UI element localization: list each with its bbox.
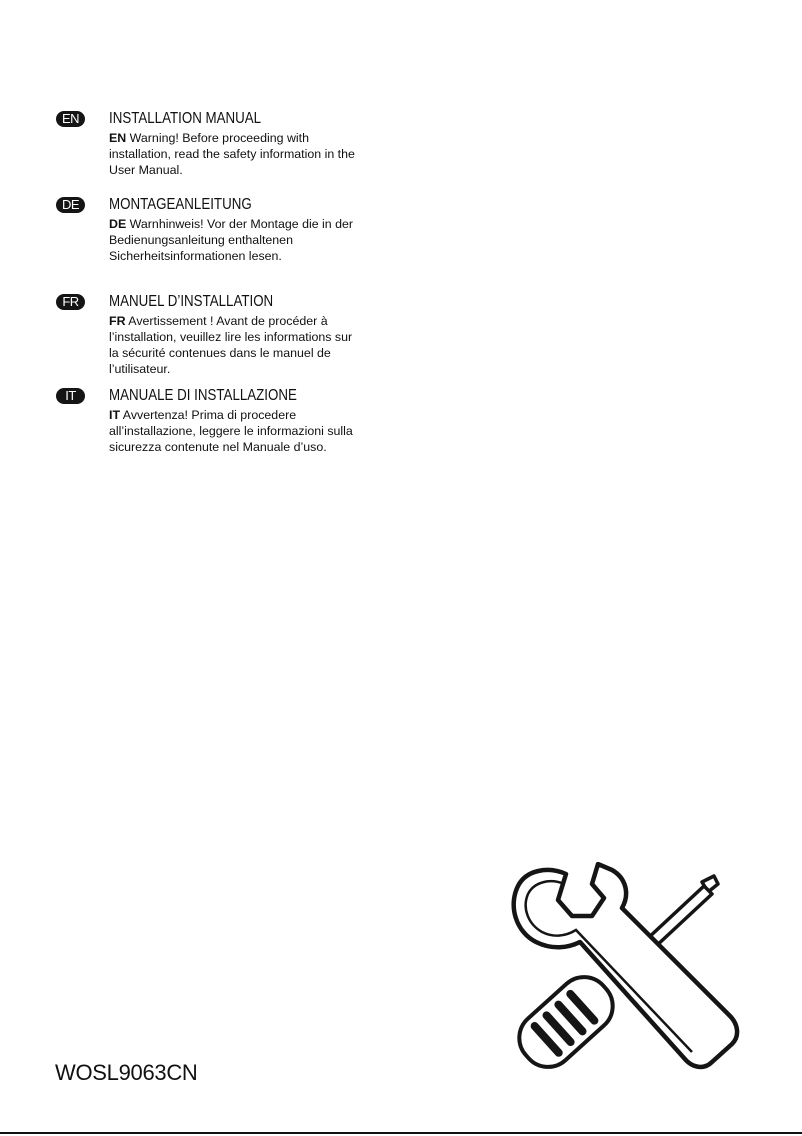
section-text-it	[109, 407, 359, 455]
language-badge-it: IT	[56, 388, 85, 404]
section-title-de: MONTAGEANLEITUNG	[109, 196, 252, 213]
lang-code-it: IT	[109, 408, 121, 422]
warning-text-en: Warning! Before proceeding with installation, read the safety information in the User Manual.	[109, 131, 355, 177]
lang-code-de: DE	[109, 217, 127, 231]
section-title-it: MANUALE DI INSTALLAZIONE	[109, 387, 297, 404]
section-text-de	[109, 216, 359, 264]
lang-code-en: EN	[109, 131, 127, 145]
language-badge-de: DE	[56, 197, 85, 213]
language-badge-en: EN	[56, 111, 85, 127]
warning-text-fr: Avertissement ! Avant de procéder à l’installation, veuillez lire les informations sur la sécurité contenues dans le manuel de l’utilisateur.	[109, 314, 353, 376]
section-text-en	[109, 130, 359, 178]
section-text-fr	[109, 313, 359, 377]
wrench-and-screwdriver-icon	[496, 862, 766, 1084]
lang-code-fr: FR	[109, 314, 126, 328]
warning-text-it: Avvertenza! Prima di procedere all’installazione, leggere le informazioni sulla sicurezza contenute nel Manuale d’uso.	[109, 408, 353, 454]
model-number: WOSL9063CN	[55, 1060, 198, 1085]
language-badge-fr: FR	[56, 294, 85, 310]
section-title-fr: MANUEL D’INSTALLATION	[109, 293, 274, 310]
section-title-en: INSTALLATION MANUAL	[109, 110, 262, 127]
warning-text-de: Warnhinweis! Vor der Montage die in der Bedienungsanleitung enthaltenen Sicherheitsinformationen lesen.	[109, 217, 354, 263]
footer-rule	[0, 1132, 802, 1134]
